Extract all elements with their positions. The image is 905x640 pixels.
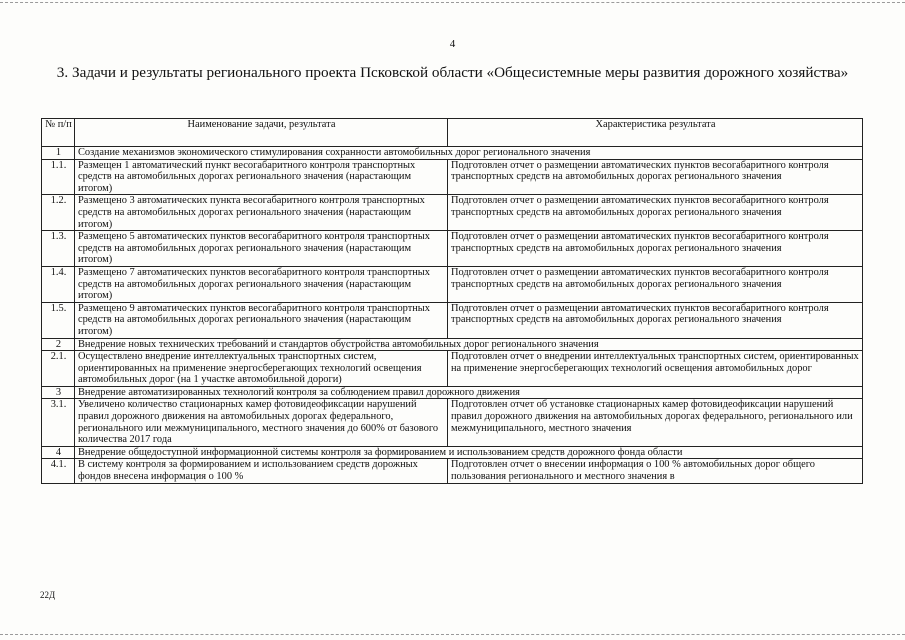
task-row (42, 386, 863, 399)
task-name: Внедрение общедоступной информационной системы контроля за формированием и использованием средств дорожного фонда области (75, 446, 863, 459)
result-row (42, 231, 863, 267)
result-name: Осуществлено внедрение интеллектуальных транспортных систем, ориентированных на применение энергосберегающих технологий освещения автомобильных дорог (на 1 участке автомобильной дороги) (75, 351, 448, 387)
result-name: Увеличено количество стационарных камер фотовидеофиксации нарушений правил дорожного движения на автомобильных дорогах федерального, регионального или межмуниципального, местного значения до 600% от базового количества 2017 года (75, 399, 448, 446)
result-name: Размещено 5 автоматических пунктов весогабаритного контроля транспортных средств на автомобильных дорогах регионального значения (нарастающим итогом) (75, 231, 448, 267)
row-number: 4.1. (42, 459, 75, 483)
row-number: 1.2. (42, 195, 75, 231)
result-row (42, 302, 863, 338)
result-characteristic: Подготовлен отчет о размещении автоматических пунктов весогабаритного контроля транспортных средств на автомобильных дорогах регионального значения (448, 231, 863, 267)
result-characteristic: Подготовлен отчет о размещении автоматических пунктов весогабаритного контроля транспортных средств на автомобильных дорогах регионального значения (448, 195, 863, 231)
result-row (42, 399, 863, 446)
row-number: 1.1. (42, 159, 75, 195)
row-number: 3 (42, 386, 75, 399)
result-characteristic: Подготовлен отчет о внесении информация о 100 % автомобильных дорог общего пользования регионального и местного значения в (448, 459, 863, 483)
result-name: Размещено 3 автоматических пункта весогабаритного контроля транспортных средств на автомобильных дорогах регионального значения (нарастающим итогом) (75, 195, 448, 231)
header-characteristic: Характеристика результата (448, 119, 863, 147)
result-row (42, 195, 863, 231)
result-characteristic: Подготовлен отчет о размещении автоматических пунктов весогабаритного контроля транспортных средств на автомобильных дорогах регионального значения (448, 159, 863, 195)
row-number: 3.1. (42, 399, 75, 446)
row-number: 1.5. (42, 302, 75, 338)
result-row (42, 266, 863, 302)
task-name: Внедрение автоматизированных технологий контроля за соблюдением правил дорожного движения (75, 386, 863, 399)
result-name: Размещен 1 автоматический пункт весогабаритного контроля транспортных средств на автомобильных дорогах регионального значения (нарастающим итогом) (75, 159, 448, 195)
task-name: Внедрение новых технических требований и стандартов обустройства автомобильных дорог регионального значения (75, 338, 863, 351)
row-number: 1.4. (42, 266, 75, 302)
footer-document-code: 22Д (40, 590, 56, 600)
task-row (42, 147, 863, 160)
result-characteristic: Подготовлен отчет о размещении автоматических пунктов весогабаритного контроля транспортных средств на автомобильных дорогах регионального значения (448, 302, 863, 338)
header-name: Наименование задачи, результата (75, 119, 448, 147)
result-row (42, 459, 863, 483)
result-name: Размещено 9 автоматических пунктов весогабаритного контроля транспортных средств на автомобильных дорогах регионального значения (нарастающим итогом) (75, 302, 448, 338)
row-number: 1.3. (42, 231, 75, 267)
row-number: 4 (42, 446, 75, 459)
row-number: 2.1. (42, 351, 75, 387)
table-header-row (42, 119, 863, 147)
result-row (42, 159, 863, 195)
scan-bottom-border (0, 634, 905, 635)
result-row (42, 351, 863, 387)
document-title: 3. Задачи и результаты регионального проекта Псковской области «Общесистемные меры развития дорожного хозяйства» (56, 64, 849, 81)
scan-top-border (0, 2, 905, 3)
result-characteristic: Подготовлен отчет об установке стационарных камер фотовидеофиксации нарушений правил дорожного движения на автомобильных дорогах федерального, регионального или межмуниципального, местного значения (448, 399, 863, 446)
header-number: № п/п (42, 119, 75, 147)
task-row (42, 338, 863, 351)
task-name: Создание механизмов экономического стимулирования сохранности автомобильных дорог регионального значения (75, 147, 863, 160)
row-number: 2 (42, 338, 75, 351)
row-number: 1 (42, 147, 75, 160)
result-characteristic: Подготовлен отчет о размещении автоматических пунктов весогабаритного контроля транспортных средств на автомобильных дорогах регионального значения (448, 266, 863, 302)
task-row (42, 446, 863, 459)
tasks-results-table (41, 118, 863, 484)
result-characteristic: Подготовлен отчет о внедрении интеллектуальных транспортных систем, ориентированных на применение энергосберегающих технологий освещения автомобильных дорог (448, 351, 863, 387)
result-name: В систему контроля за формированием и использованием средств дорожных фондов внесена информация о 100 % (75, 459, 448, 483)
result-name: Размещено 7 автоматических пунктов весогабаритного контроля транспортных средств на автомобильных дорогах регионального значения (нарастающим итогом) (75, 266, 448, 302)
page-number: 4 (449, 38, 456, 50)
